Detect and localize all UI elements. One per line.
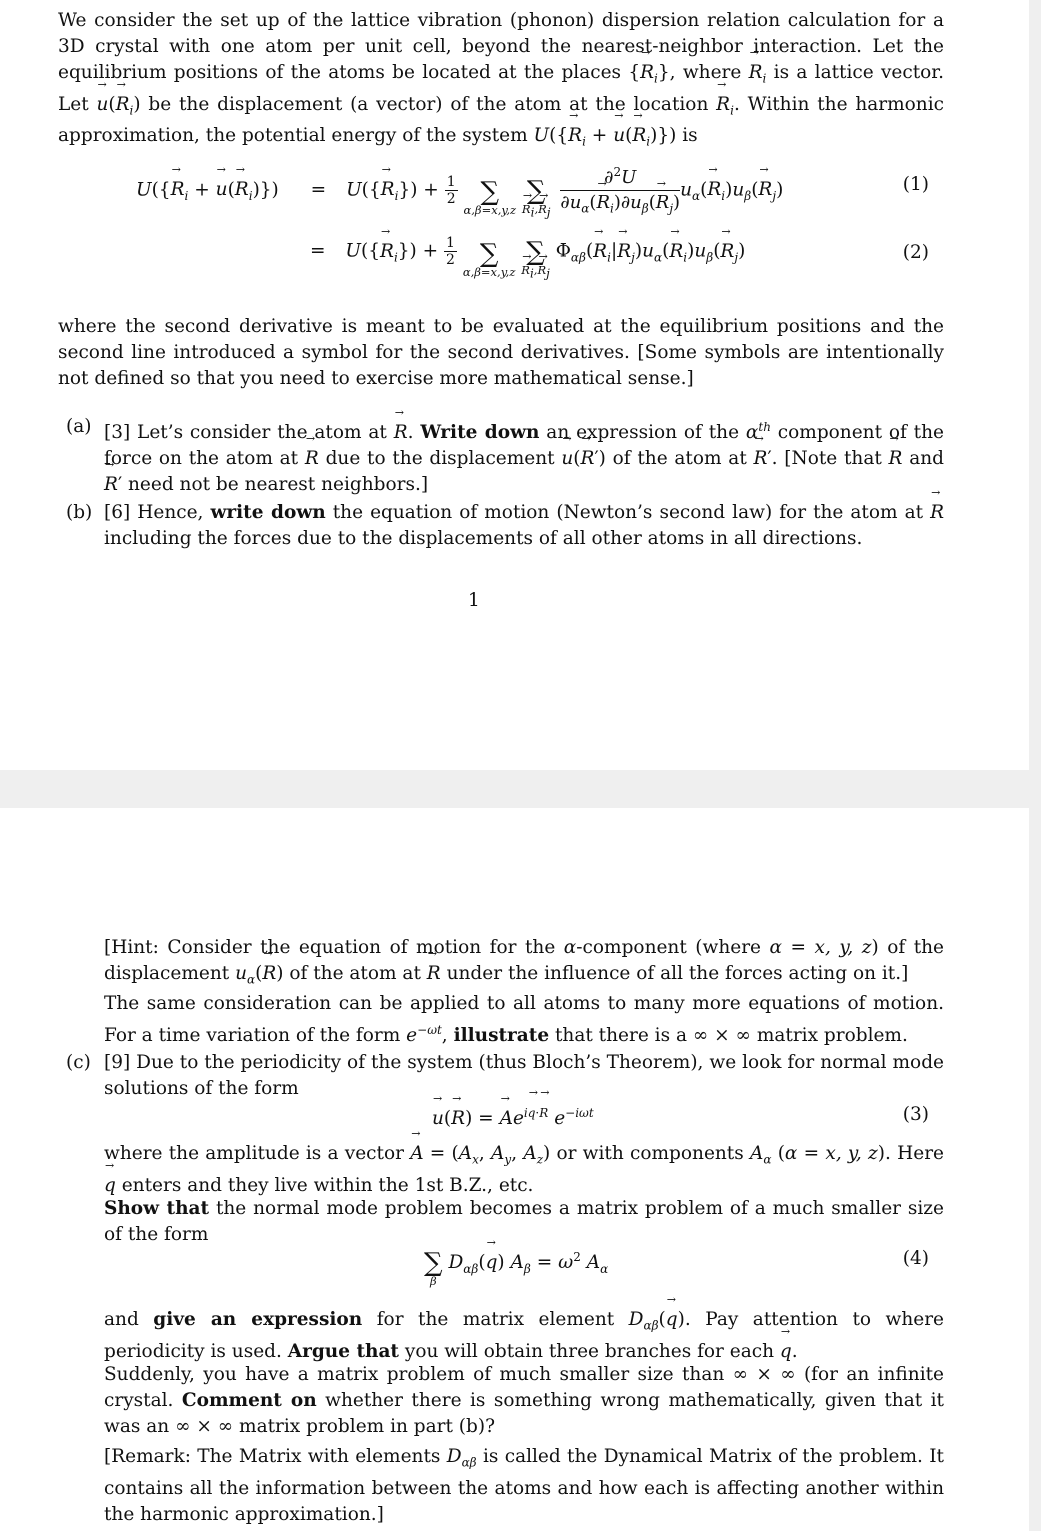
- intro-paragraph: We consider the set up of the lattice vibration (phonon) dispersion relation calculation for a 3D crystal with one atom per unit cell, beyond the nearest-neighbor interaction. Let the equilibrium positions of the atoms be located at the places {→ $R_i$}, where → $R_i$ is a lattice vector. Let → $u(\to R_i)$ be the displacement (a vector) of the atom at the location → $R_i$. Within the harmonic approximation, the potential energy of the system $U(\{\to R_i$ + → $u(\to R_i)$}) is: [58, 8, 944, 155]
- same-consideration-paragraph: The same consideration can be applied to all atoms to many more equations of motion. For a time variation of the form $e^{-\omega t}$, illustrate that there is a ∞ × ∞ matrix problem.: [104, 993, 944, 1047]
- equation-4: ∑ β $D_{\alpha\beta}(\to q) A_\beta = \omega^2$ $A_\alpha$: [424, 1244, 608, 1282]
- page-gap: [0, 770, 1041, 808]
- equation-3-number: (3): [902, 1104, 929, 1125]
- part-c-text: [9] Due to the periodicity of the system (thus Bloch’s Theorem), we look for normal mode solutions of the form: [104, 1052, 944, 1099]
- page-2: [0, 808, 1029, 1531]
- show-that-paragraph: Show that the normal mode problem becomes a matrix problem of a much smaller size of the form: [104, 1198, 944, 1245]
- after-equation-paragraph: where the second derivative is meant to be evaluated at the equilibrium positions and the second line introduced a symbol for the second derivatives. [Some symbols are intentionally not defined so that you need to exercise more mathematical sense.]: [58, 316, 944, 389]
- viewer-scroll-strip: [1029, 0, 1041, 1531]
- part-a-text: [3] Let’s consider the atom at → R. Write down an expression of the $\alpha^{th}$ component of the force on the atom at → R due to the displacement → u(→ R′) of the atom at → R′. [Note that → R and → R′ need not be nearest neighbors.]: [104, 414, 944, 498]
- part-c-label: (c): [66, 1052, 91, 1073]
- equation-3: → u(→ R) = → $Ae^{i\to q\cdot\to R}$ $e^{-i\omega t}$: [432, 1100, 594, 1132]
- part-b-label: (b): [66, 502, 93, 523]
- part-b-text: [6] Hence, write down the equation of motion (Newton’s second law) for the atom at → R including the forces due to the displacements of all other atoms in all directions.: [104, 500, 944, 552]
- remark-paragraph: [Remark: The Matrix with elements $D_{\alpha\beta}$ is called the Dynamical Matrix of the problem. It contains all the information between the atoms and how each is affecting another within the harmonic approximation.]: [104, 1446, 944, 1525]
- give-expression-paragraph: and give an expression for the matrix element $D_{\alpha\beta}(\to q)$. Pay attention to where periodicity is used. Argue that you will obtain three branches for each → q.: [104, 1307, 944, 1365]
- amplitude-paragraph: where the amplitude is a vector → $A = (A_x$, $A_y$, $A_z$) or with components $A_\alpha$ (α = x, y, z). Here → q enters and they live within the 1st B.Z., etc.: [104, 1141, 944, 1199]
- page-number: 1: [468, 590, 480, 611]
- equation-4-number: (4): [902, 1248, 929, 1269]
- equation-1-number: (1): [902, 174, 929, 195]
- suddenly-paragraph: Suddenly, you have a matrix problem of much smaller size than ∞ × ∞ (for an infinite crystal. Comment on whether there is something wrong mathematically, given that it was an ∞ × ∞ matrix problem in part (b)?: [104, 1364, 944, 1437]
- part-a-label: (a): [66, 416, 92, 437]
- equation-2: = $U(\{\to R_i\})$ + $\frac{1}{2}$ ∑ α,β=x,y,z ∑ → $R_i,\to R_j$ $\Phi_{\alpha\beta}(\to R_i|\to R_j)u_\alpha(\to R_i)u_\beta(\to R_j)$: [310, 232, 745, 271]
- equation-1: $U(\{\to R_i$ + → $u(\to R_i)\}) = U(\{\to R_i\})$ + $\frac{1}{2}$ ∑ α,β=x,y,z ∑ → $R_i,\to R_j$ $\frac{\partial^2U}{\partial u_\alpha(\to R_i)\partial u_\beta(\to R_j)}$ $u_\alpha(\to R_i)u_\beta(\to R_j)$: [136, 160, 783, 221]
- page-1: [0, 0, 1029, 770]
- equation-2-number: (2): [902, 242, 929, 263]
- hint-paragraph: [Hint: Consider the equation of motion for the α-component (where α = x, y, z) of the displacement $u_\alpha(\to R)$ of the atom at → R under the influence of all the forces acting on it.]: [104, 935, 944, 993]
